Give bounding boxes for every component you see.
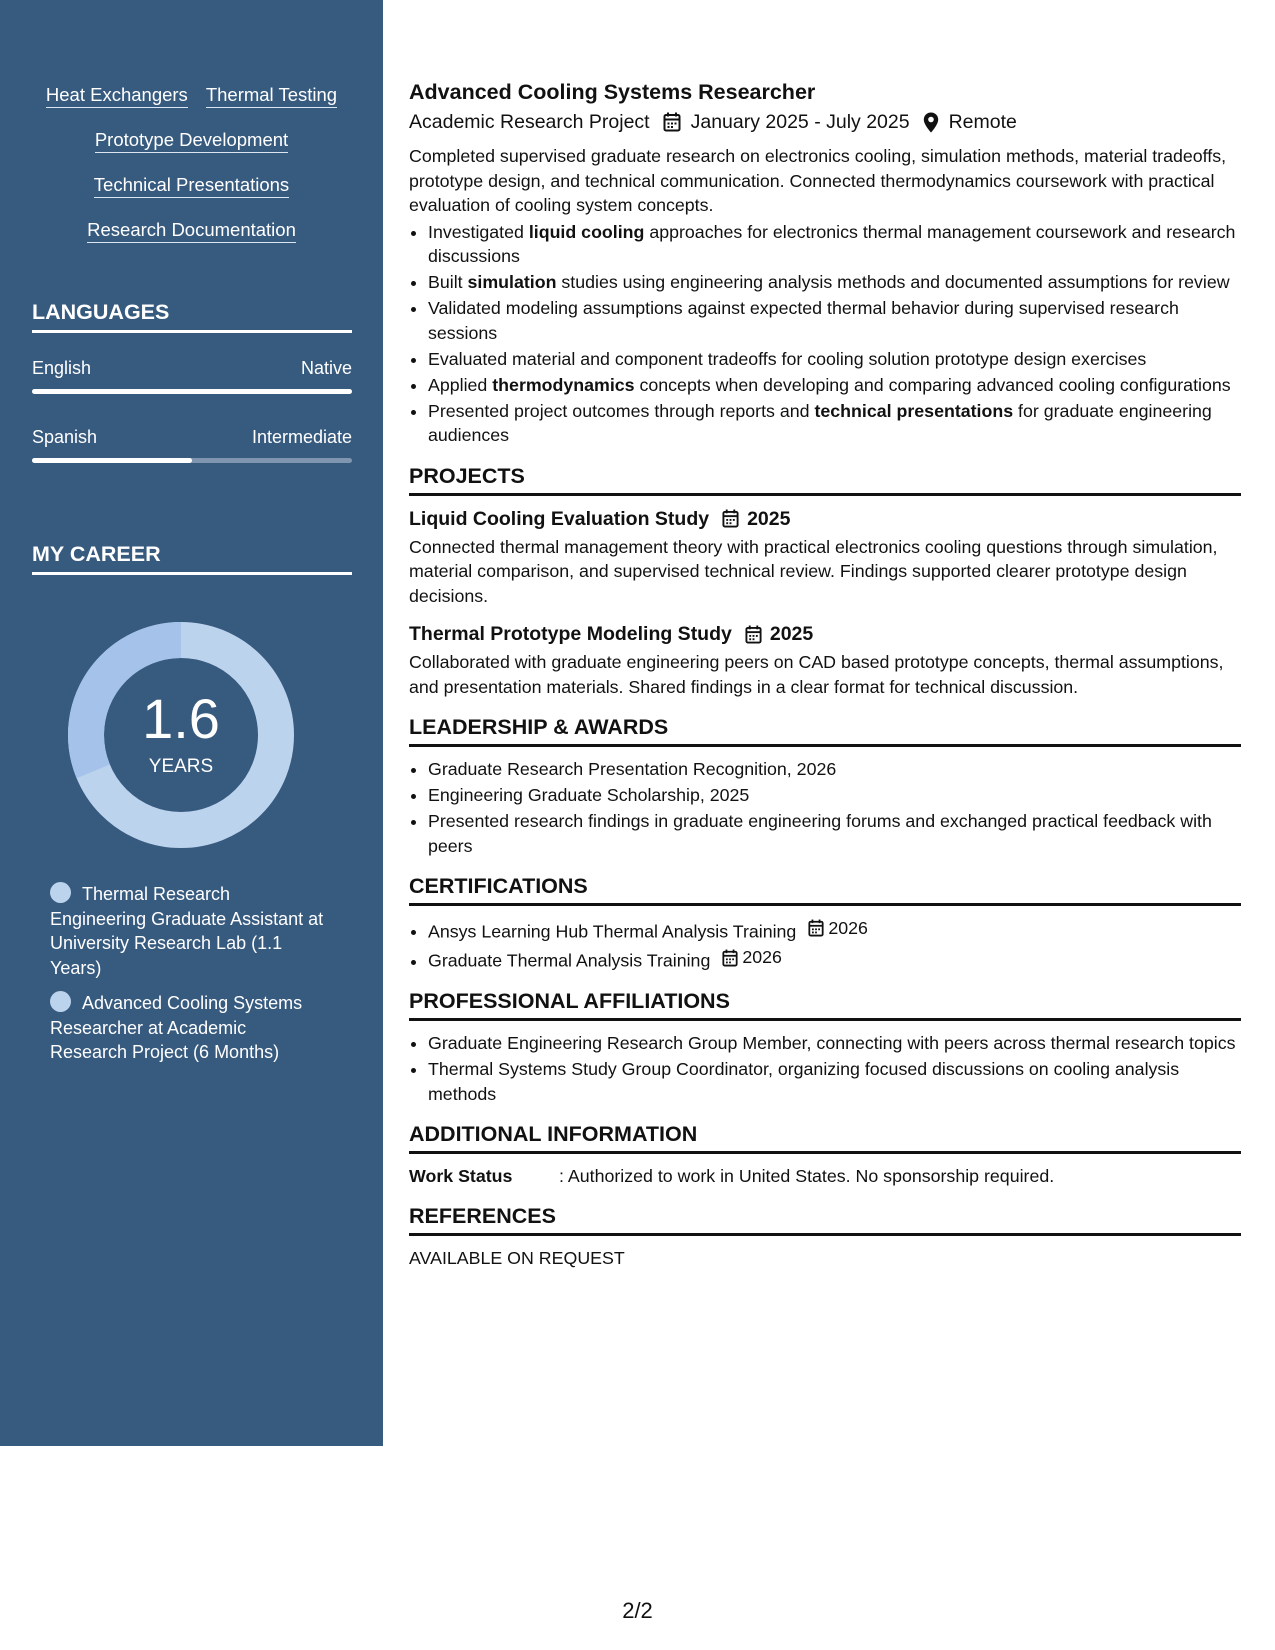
career-item-text: Thermal Research Engineering Graduate Assistant at University Research Lab (1.1 Years)	[50, 884, 324, 978]
references-heading: REFERENCES	[409, 1203, 1241, 1236]
calendar-icon	[745, 625, 762, 644]
project-description: Connected thermal management theory with practical electronics cooling questions through simulation, material comparison, and supervised technical review. Findings supported clearer prototype design decisions.	[409, 536, 1218, 606]
skills-list	[0, 84, 383, 264]
language-bar-fill	[32, 389, 352, 394]
language-bar-fill	[32, 458, 192, 463]
calendar-icon	[722, 949, 738, 967]
bullet-text: Built	[428, 272, 468, 292]
language-english	[32, 358, 352, 394]
job-bullet	[428, 347, 1241, 372]
references-text: AVAILABLE ON REQUEST	[409, 1248, 625, 1268]
job-bullet	[428, 296, 1241, 345]
project-year: 2025	[747, 507, 791, 530]
job-location: Remote	[948, 111, 1017, 133]
language-level: Intermediate	[251, 427, 352, 447]
leadership-heading: LEADERSHIP & AWARDS	[409, 714, 1241, 747]
job-company: Academic Research Project	[409, 111, 650, 133]
certification-name: Ansys Learning Hub Thermal Analysis Training	[428, 921, 797, 942]
calendar-icon	[808, 919, 824, 937]
location-pin-icon	[923, 112, 939, 133]
leadership-item: • Presented research findings in graduate engineering forums and exchanged practical feedback with peers	[428, 809, 1241, 858]
legend-dot	[50, 991, 71, 1012]
work-status	[409, 1164, 1241, 1188]
career-years-unit: YEARS	[148, 756, 214, 777]
main-content	[409, 78, 1241, 1271]
skill-tag: Research Documentation	[87, 219, 296, 243]
skill-tag: Thermal Testing	[206, 84, 337, 108]
certification-item	[428, 916, 1241, 944]
language-level: Native	[300, 358, 352, 378]
bullet-bold: simulation	[467, 272, 557, 292]
job-bullet	[428, 270, 1241, 295]
affiliations-heading: PROFESSIONAL AFFILIATIONS	[409, 988, 1241, 1021]
language-name: Spanish	[32, 427, 98, 447]
career-years-value: 1.6	[142, 687, 220, 750]
bullet-text: Applied	[428, 374, 493, 395]
skill-row	[0, 219, 383, 264]
languages-heading: LANGUAGES	[32, 300, 352, 333]
project-description: Collaborated with graduate engineering peers on CAD based prototype concepts, thermal assumptions, and presentation materials. Shared findings in a clear format for technical discussion.	[409, 652, 1224, 697]
calendar-icon	[722, 509, 739, 528]
career-heading: MY CAREER	[32, 542, 352, 575]
bullet-text: Validated modeling assumptions against expected thermal behavior during supervised research sessions	[428, 298, 1179, 343]
bullet-bold: liquid cooling	[528, 221, 645, 242]
certification-name: Graduate Thermal Analysis Training	[428, 950, 711, 971]
certifications-list	[409, 916, 1241, 973]
skill-tag: Heat Exchangers	[46, 84, 188, 108]
affiliation-item: • Graduate Engineering Research Group Member, connecting with peers across thermal research topics	[428, 1031, 1241, 1056]
career-item-text: Advanced Cooling Systems Researcher at Academic Research Project (6 Months)	[50, 993, 303, 1062]
job-title: Advanced Cooling Systems Researcher	[409, 80, 816, 104]
calendar-icon	[663, 112, 681, 132]
job-bullet	[428, 220, 1241, 269]
work-status-value: : Authorized to work in United States. No sponsorship required.	[559, 1166, 1055, 1186]
additional-info-heading: ADDITIONAL INFORMATION	[409, 1121, 1241, 1154]
bullet-text: for graduate engineering audiences	[428, 400, 1212, 445]
skill-row	[0, 84, 383, 129]
skill-tag: Technical Presentations	[94, 174, 289, 198]
skill-row	[0, 174, 383, 219]
language-name: English	[32, 358, 92, 378]
project-name: Liquid Cooling Evaluation Study	[409, 507, 710, 530]
career-item	[50, 991, 328, 1065]
certification-year: 2026	[828, 918, 868, 938]
career-item	[50, 882, 328, 980]
job-bullets	[409, 220, 1241, 448]
work-status-label: Work Status	[409, 1166, 513, 1186]
leadership-list	[409, 757, 1241, 858]
certifications-heading: CERTIFICATIONS	[409, 873, 1241, 906]
leadership-item: • Graduate Research Presentation Recognition, 2026	[428, 757, 1241, 782]
affiliation-item: • Thermal Systems Study Group Coordinator, organizing focused discussions on cooling analysis methods	[428, 1057, 1241, 1106]
bullet-text: concepts when developing and comparing advanced cooling configurations	[634, 374, 1231, 395]
skill-tag: Prototype Development	[95, 129, 288, 153]
bullet-bold: thermodynamics	[492, 374, 635, 395]
bullet-text: approaches for electronics thermal management coursework and research discussions	[428, 221, 1236, 266]
page-number: 2/2	[622, 1598, 653, 1623]
language-bar	[32, 389, 352, 394]
certification-year: 2026	[742, 947, 782, 968]
job-bullet	[428, 373, 1241, 398]
language-spanish	[32, 427, 352, 463]
project-title	[409, 621, 1241, 647]
job-bullet	[428, 399, 1241, 448]
project-year: 2025	[769, 623, 814, 645]
bullet-text: Investigated	[428, 221, 529, 242]
certification-item	[428, 945, 1241, 973]
job-dates: January 2025 - July 2025	[690, 111, 910, 133]
project-title	[409, 506, 1241, 532]
legend-dot	[50, 882, 71, 903]
career-list	[50, 882, 328, 1076]
project-name: Thermal Prototype Modeling Study	[409, 623, 732, 645]
job-summary: Completed supervised graduate research on electronics cooling, simulation methods, material tradeoffs, prototype design, and technical communication. Connected thermodynamics coursework with practical evaluation of cooling system concepts.	[409, 146, 1227, 215]
job-meta	[409, 109, 1241, 135]
bullet-bold: technical presentations	[814, 400, 1014, 421]
language-bar	[32, 458, 352, 463]
bullet-text: Evaluated material and component tradeoffs for cooling solution prototype design exercises	[428, 348, 1147, 369]
leadership-item: • Engineering Graduate Scholarship, 2025	[428, 783, 1241, 808]
bullet-text: studies using engineering analysis methods and documented assumptions for review	[556, 272, 1230, 292]
projects-heading: PROJECTS	[409, 463, 1241, 496]
skill-row	[0, 129, 383, 174]
affiliations-list	[409, 1031, 1241, 1106]
sidebar	[0, 0, 383, 1446]
bullet-text: Presented project outcomes through reports and	[428, 400, 815, 421]
